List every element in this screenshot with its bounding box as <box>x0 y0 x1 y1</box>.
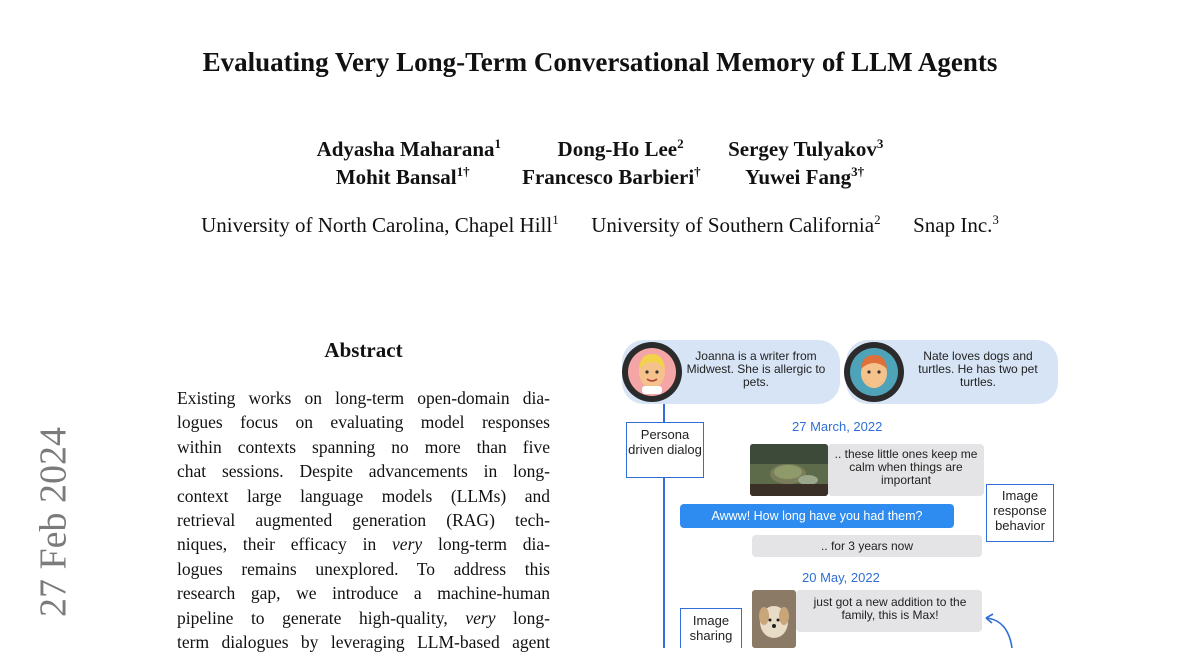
author-1: Adyasha Maharana$^1$ <box>316 136 502 161</box>
abstract-line: Existing works on long-term open-domain dia- <box>177 388 550 408</box>
abstract-line: context large language models (LLMs) and <box>177 485 550 506</box>
curved-arrow-icon <box>980 612 1020 648</box>
abstract-line: logues remains unexplored. To address this <box>177 558 550 579</box>
affiliation-3: Snap Inc.$^3$ <box>913 212 999 237</box>
woman-avatar-icon <box>622 342 682 402</box>
message-4-text: just got a new addition to the family, this is Max! <box>813 595 967 622</box>
abstract-line: pipeline to generate high-quality, very long- <box>177 607 550 628</box>
arxiv-date: 27 Feb 2024 <box>32 427 75 617</box>
abstract-line: chat sessions. Despite advancements in long- <box>177 461 550 482</box>
dog-photo <box>752 590 796 648</box>
message-3-text: .. for 3 years now <box>820 539 914 553</box>
label-image-response-behavior: Image response behavior <box>986 484 1054 542</box>
author-6: Yuwei Fang$^{3\dagger}$ <box>745 164 865 189</box>
abstract-heading: Abstract <box>324 338 403 362</box>
abstract-line: logues focus on evaluating model responses <box>177 412 550 433</box>
persona-text-nate: Nate loves dogs and turtles. He has two pet turtles. <box>918 349 1038 389</box>
message-1-text: .. these little ones keep me calm when things are important <box>834 447 978 487</box>
session-date-2: 20 May, 2022 <box>802 570 880 585</box>
label-image-sharing: Image sharing <box>680 608 742 648</box>
abstract-line: retrieval augmented generation (RAG) tech- <box>177 509 550 530</box>
arxiv-date-stamp <box>26 412 76 627</box>
persona-text-joanna: Joanna is a writer from Midwest. She is allergic to pets. <box>686 349 826 389</box>
label-persona-driven-dialog: Persona driven dialog <box>626 422 704 478</box>
author-5: Francesco Barbieri† <box>522 164 701 189</box>
turtle-photo <box>750 444 828 496</box>
avatar-nate <box>844 342 904 402</box>
message-2-text: Awww! How long have you had them? <box>711 509 923 523</box>
abstract-line: research gap, we introduce a machine-human <box>177 583 550 604</box>
abstract-body <box>177 386 550 654</box>
author-4: Mohit Bansal$^{1\dagger}$ <box>335 164 470 189</box>
turtle-image-icon <box>750 444 828 496</box>
abstract-line: niques, their efficacy in very long-term dia- <box>177 534 550 555</box>
paper-title: Evaluating Very Long-Term Conversational Memory of LLM Agents <box>202 47 998 77</box>
affiliation-2: University of Southern California$^2$ <box>591 212 881 237</box>
teaser-figure <box>614 334 1064 648</box>
abstract-line: within contexts spanning no more than five <box>177 436 550 457</box>
affiliation-1: University of North Carolina, Chapel Hill$^1$ <box>201 212 559 237</box>
avatar-joanna <box>622 342 682 402</box>
dog-image-icon <box>752 590 796 648</box>
abstract-line: term dialogues by leveraging LLM-based agent <box>177 631 550 652</box>
session-date-1: 27 March, 2022 <box>792 419 883 434</box>
author-row-2 <box>0 164 1200 190</box>
author-3: Sergey Tulyakov$^3$ <box>728 136 884 161</box>
author-2: Dong-Ho Lee$^2$ <box>557 136 684 161</box>
man-avatar-icon <box>844 342 904 402</box>
affiliations <box>0 212 1200 238</box>
author-row-1 <box>0 136 1200 162</box>
